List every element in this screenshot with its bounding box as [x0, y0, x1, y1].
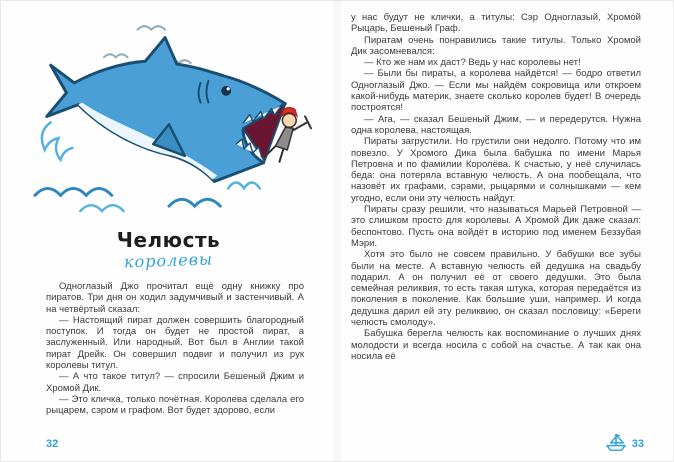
paragraph: — Были бы пираты, а королева найдётся! — бодро ответил Одноглазый Джо. — Если мы найдём сокровища или откроем какой-нибудь материк, знаете сколько королев будет! В очередь построятся! — [351, 68, 641, 114]
paragraph: Хотя это было не совсем правильно. У бабушки все зубы были на месте. А вставную челюсть ей дедушка на свадьбу подарил. А он получил её от своего дедушки. Это была семейная реликвия, то есть такая штука, которая передаётся из поколения в поколение. Как большие уши, например. И когда дедушка дарил ей эту реликвию, он сказал пословицу: «Береги челюсть смолоду». — [351, 249, 641, 329]
page-number-left: 32 — [46, 438, 59, 450]
right-page-text — [351, 12, 641, 362]
paragraph: — А что такое титул? — спросили Бешеный Джим и Хромой Дик. — [46, 371, 304, 394]
paragraph: Пираты загрустили. Но грустили они недолго. Потому что им повезло. У Хромого Дика была бабушка по имени Марья Петровна и по фамилии Королёва. К счастью, у неё случилась беда: она потеряла вставную челюсть. А она пообещала, что назовёт их графами, сэрами, рыцарями и солнышками — кем угодно, если они эту челюсть найдут. — [351, 136, 641, 204]
shark-illustration-svg — [18, 6, 320, 218]
shark-body — [47, 38, 286, 182]
paragraph: Пиратам очень понравились такие титулы. Только Хромой Дик засомневался: — [351, 34, 641, 57]
left-page-text — [46, 281, 304, 417]
splash — [228, 183, 260, 189]
shark-eye — [221, 86, 231, 96]
paragraph: Бабушка берегла челюсть как воспоминание о лучших днях молодости и всегда носила с собой на счастье. А так как она носила её — [351, 328, 641, 362]
paragraph: у нас будут не клички, а титулы: Сэр Одноглазый, Хромой Рыцарь, Бешеный Граф. — [351, 12, 641, 35]
shark-eye-highlight — [227, 87, 230, 90]
wave-crest — [42, 122, 72, 159]
wave — [80, 205, 123, 211]
seagull-icon — [137, 26, 165, 29]
paragraph: Одноглазый Джо прочитал ещё одну книжку про пиратов. Три дня он ходил задумчивый и застенчивый. А на четвёртый сказал: — [46, 281, 304, 315]
chapter-title-main: Челюсть — [116, 228, 221, 252]
page-number-right: 33 — [631, 438, 644, 450]
paragraph: Пираты сразу решили, что называться Марьей Петровной — это слишком просто для королевы. А Хромой Дик даже сказал: беспонтово. Пусть она войдёт в историю под именем Беззубая Мэри. — [351, 204, 641, 249]
chapter-title — [0, 228, 337, 270]
wave — [169, 199, 220, 206]
paragraph: — Ага, — сказал Бешеный Джим, — и передерутся. Нужна одна королева, настоящая. — [351, 113, 641, 136]
wave — [35, 188, 112, 195]
chapter-title-sub: королевы — [123, 249, 214, 272]
paragraph: — Это кличка, только почётная. Королева сделала его рыцарем, сэром и графом. Вот будет здорово, если — [46, 393, 304, 417]
shark-pirate-illustration — [18, 6, 320, 218]
ship-icon — [604, 432, 628, 452]
right-page — [337, 0, 674, 462]
paragraph: — Кто же нам их даст? Ведь у нас королевы нет! — [364, 57, 581, 69]
paragraph: — Настоящий пират должен совершить благородный поступок. И тогда он будет не простой пират, а заслуженный. Или народный. Вот был в Англии такой пират Дрейк. Он совершил подвиг и получил из рук королевы титул. — [46, 314, 304, 372]
seagull-icon — [104, 54, 128, 57]
